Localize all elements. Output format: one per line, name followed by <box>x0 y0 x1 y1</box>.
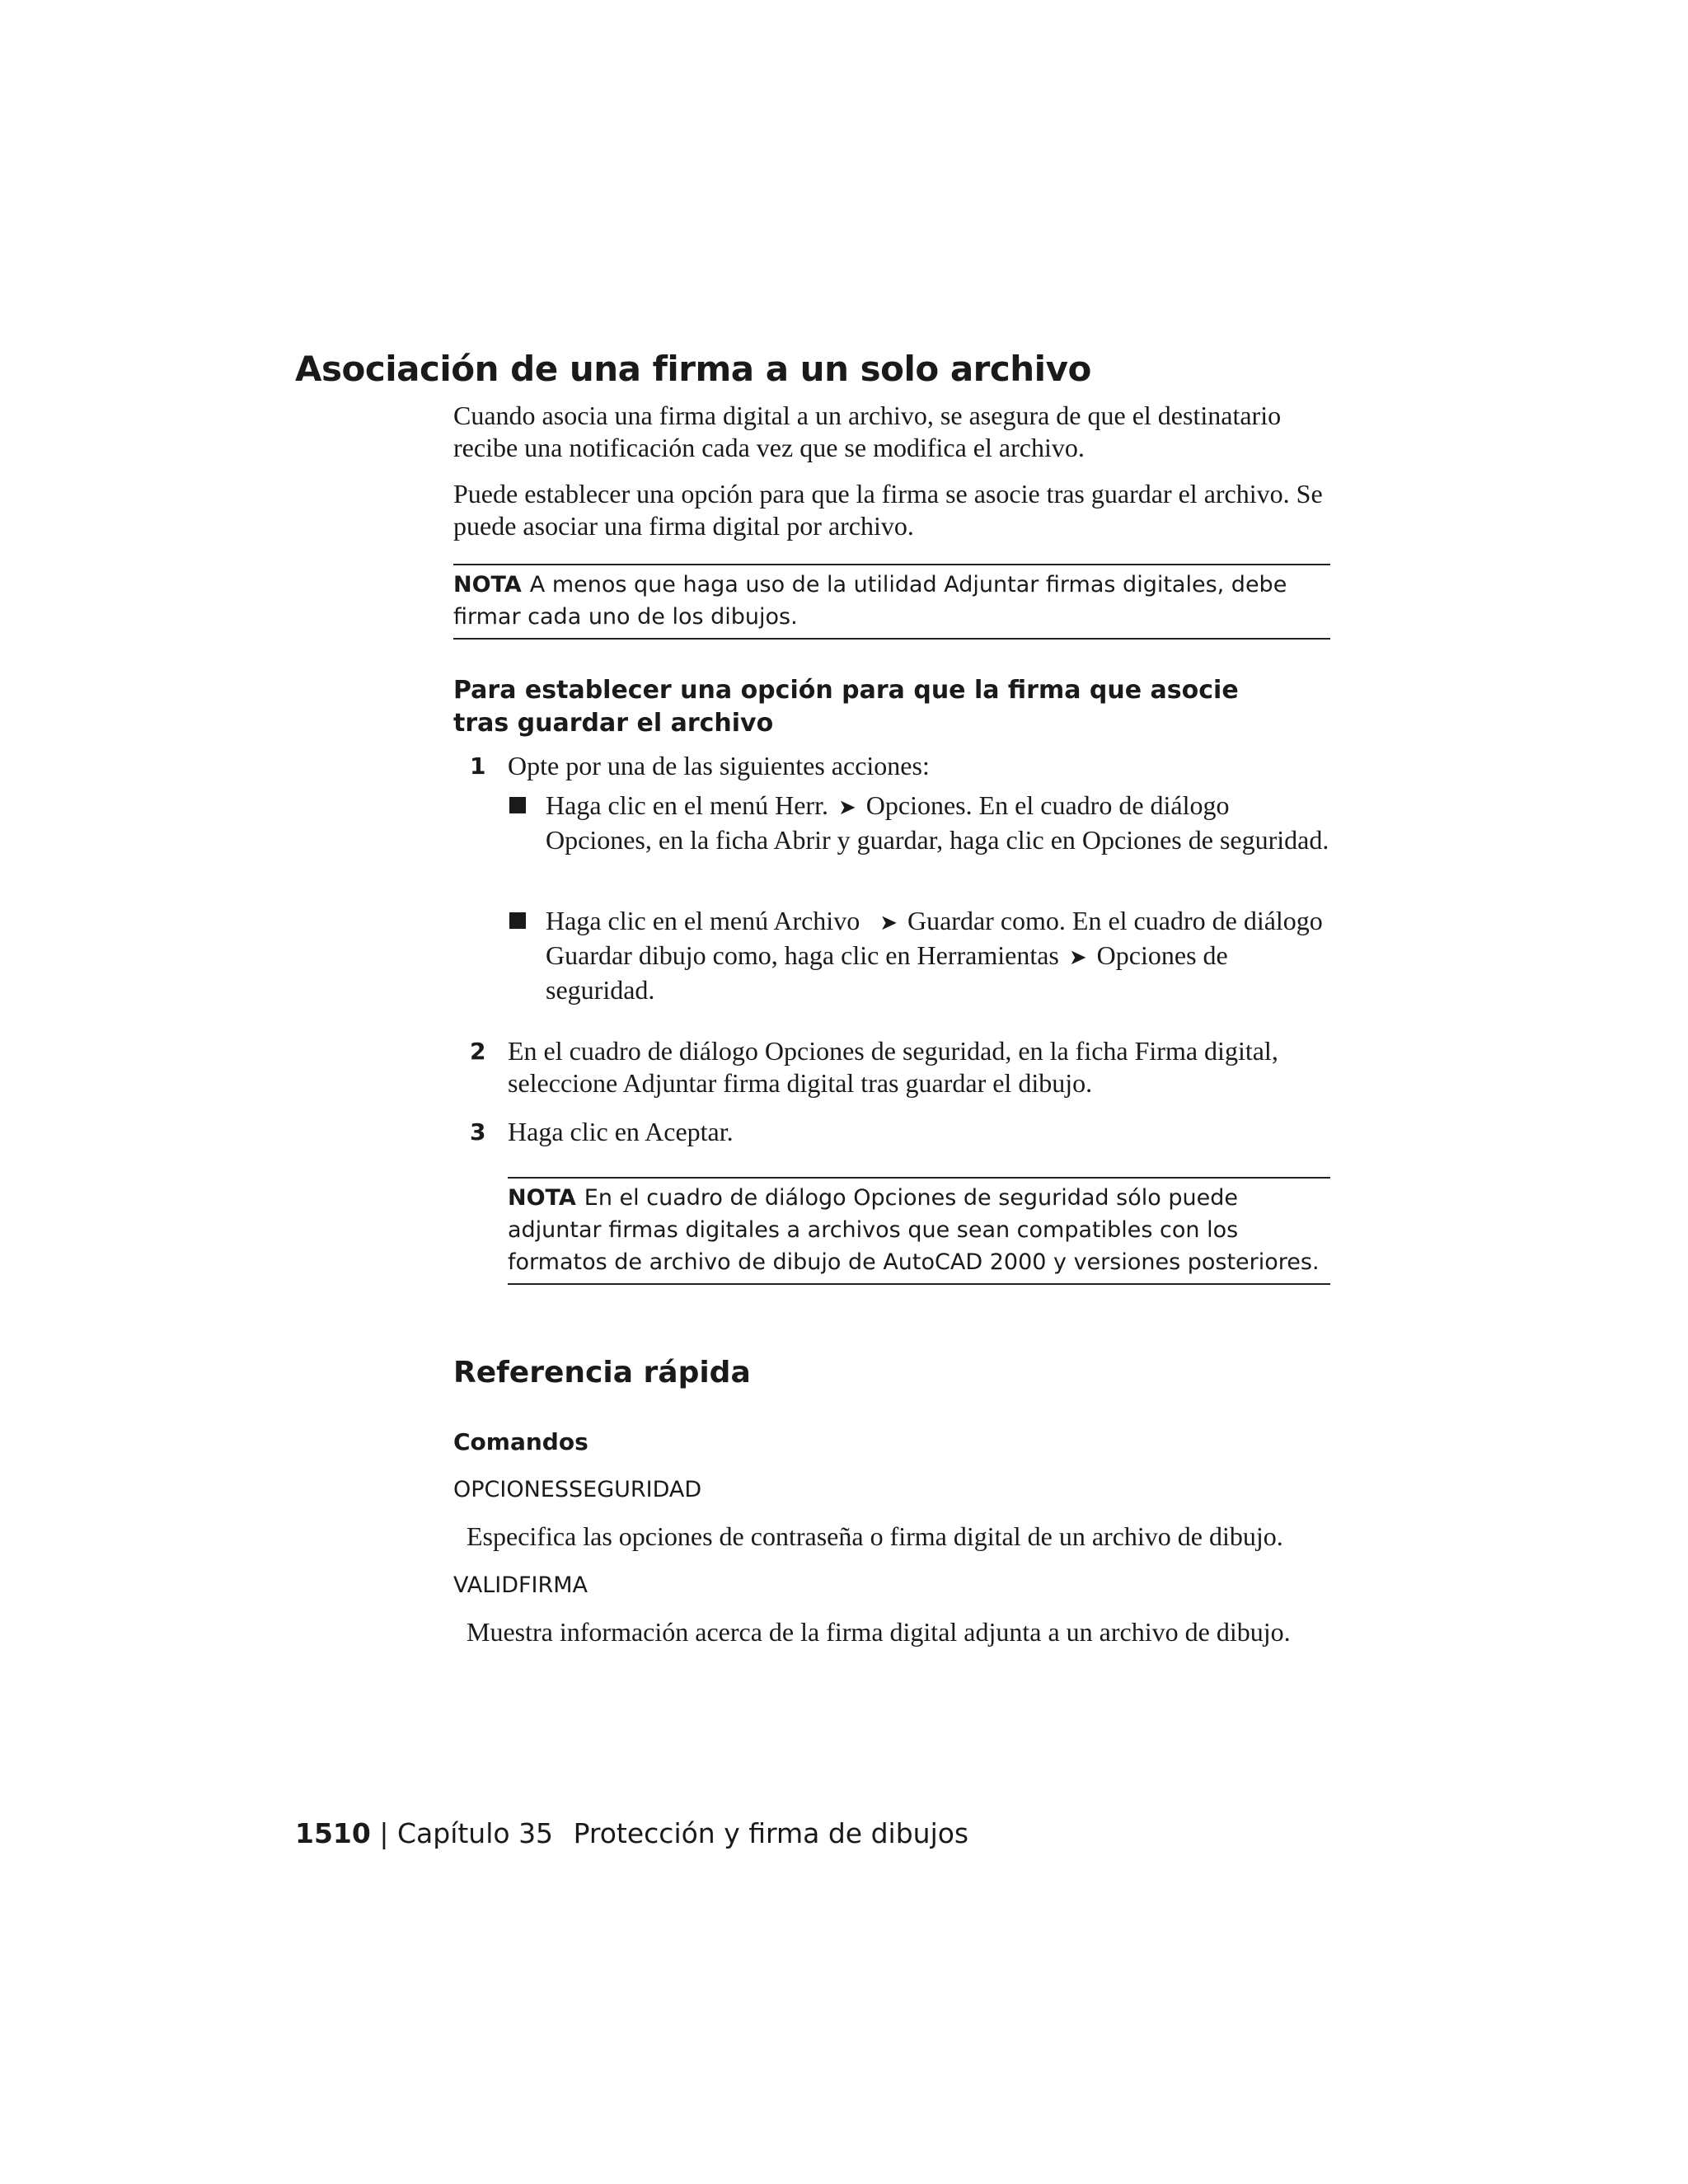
step-number: 2 <box>470 1038 486 1065</box>
square-bullet-icon <box>509 912 526 929</box>
note-text: En el cuadro de diálogo Opciones de seguridad sólo puede adjuntar firmas digitales a archivos que sean compatibles con los formatos de archivo de dibujo de AutoCAD 2000 y versiones posteriores. <box>508 1185 1320 1275</box>
command-name-2: VALIDFIRMA <box>453 1572 588 1598</box>
arrow-right-icon: ➤ <box>879 911 898 935</box>
arrow-right-icon: ➤ <box>837 795 856 820</box>
chapter-number: Capítulo 35 <box>396 1817 554 1849</box>
step-text: Opte por una de las siguientes acciones: <box>508 751 930 780</box>
procedure-step-2-wrap <box>453 1035 1330 1109</box>
intro-paragraph-2: Puede establecer una opción para que la firma se asocie tras guardar el archivo. Se puede asociar una firma digital por archivo. <box>453 479 1323 541</box>
quick-reference-heading: Referencia rápida <box>453 1356 751 1390</box>
step-text: En el cuadro de diálogo Opciones de seguridad, en la ficha Firma digital, seleccione Adjuntar firma digital tras guardar el dibujo. <box>508 1036 1278 1098</box>
note-label: NOTA <box>453 572 522 598</box>
command-desc-2: Muestra información acerca de la firma digital adjunta a un archivo de dibujo. <box>467 1617 1291 1647</box>
note-box-1 <box>453 564 1330 640</box>
footer-separator: | <box>379 1817 389 1849</box>
section-heading: Asociación de una firma a un solo archivo <box>295 349 1091 389</box>
intro-paragraph-1: Cuando asocia una firma digital a un archivo, se asegura de que el destinatario recibe una notificación cada vez que se modifica el archivo. <box>453 401 1282 462</box>
arrow-right-icon: ➤ <box>1068 945 1087 970</box>
page-number: 1510 <box>295 1817 371 1849</box>
step-text: Haga clic en Aceptar. <box>508 1117 734 1146</box>
square-bullet-icon <box>509 797 526 813</box>
bullet-text: Haga clic en el menú Archivo ➤ Guardar como. En el cuadro de diálogo Guardar dibujo como, haga clic en Herramientas ➤ Opciones de seguridad. <box>546 906 1323 1005</box>
commands-label: Comandos <box>453 1428 588 1455</box>
bullet-text: Haga clic en el menú Herr. ➤ Opciones. En el cuadro de diálogo Opciones, en la ficha Abrir y guardar, haga clic en Opciones de seguridad. <box>546 790 1329 855</box>
note-box-2 <box>508 1177 1330 1285</box>
chapter-title: Protección y firma de dibujos <box>573 1817 969 1849</box>
procedure-heading: Para establecer una opción para que la firma que asocie tras guardar el archivo <box>453 676 1239 738</box>
step-number: 3 <box>470 1118 486 1146</box>
step-number: 1 <box>470 752 486 780</box>
procedure-step-3-wrap <box>453 1116 1330 1153</box>
command-desc-1: Especifica las opciones de contraseña o firma digital de un archivo de dibujo. <box>467 1521 1283 1551</box>
command-name-1: OPCIONESSEGURIDAD <box>453 1477 702 1502</box>
note-text: A menos que haga uso de la utilidad Adjuntar firmas digitales, debe firmar cada uno de los dibujos. <box>453 572 1287 630</box>
note-label: NOTA <box>508 1185 576 1211</box>
page-footer <box>295 1817 968 1849</box>
